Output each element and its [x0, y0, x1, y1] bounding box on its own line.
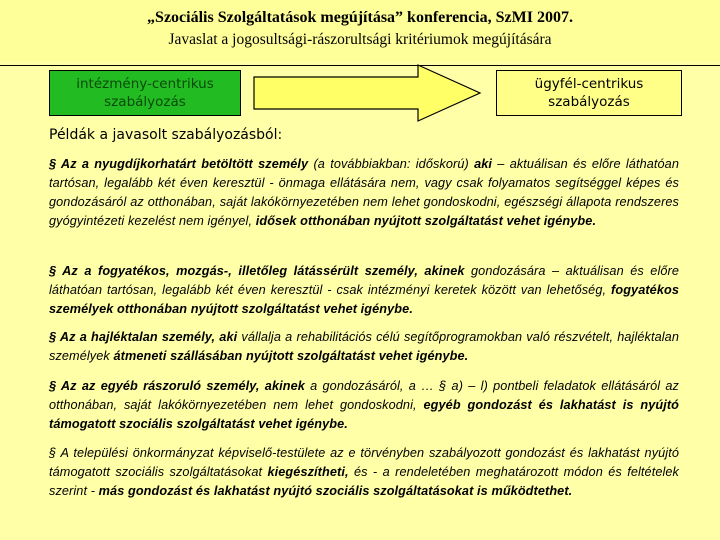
page-title: „Szociális Szolgáltatások megújítása” konferencia, SzMI 2007.: [147, 9, 573, 26]
examples-title: Példák a javasolt szabályozásból:: [49, 127, 283, 143]
institution-centric-label-2: szabályozás: [104, 94, 186, 110]
page-subtitle: Javaslat a jogosultsági-rászorultsági kritériumok megújítására: [168, 31, 552, 48]
example-paragraph-homeless: § Az a hajléktalan személy, aki vállalja a rehabilitációs célú segítőprogramokban való részvételt, hajléktalan személyek átmeneti szállásában nyújtott szolgáltatást vehet igénybe.: [49, 330, 679, 363]
example-paragraph-municipality: § A települési önkormányzat képviselő-testülete az e törvényben szabályozott gondozást és lakhatást nyújtó támogatott szociális szolgáltatásokat kiegészítheti, és - a rendeletében meghatározott módon és feltételek szerint - más gondozást és lakhatást nyújtó szociális szolgáltatásokat is működtethet.: [49, 446, 680, 498]
header-band: [0, 0, 720, 62]
client-centric-label-1: ügyfél-centrikus: [534, 76, 644, 92]
client-centric-box: [496, 70, 682, 116]
institution-centric-label-1: intézmény-centrikus: [76, 76, 214, 92]
example-paragraph-other-needy: § Az az egyéb rászoruló személy, akinek a gondozásáról, a … § a) – l) pontbeli feladatok ellátásáról az otthonában, saját lakókörnyezetében nem lehet gondoskodni, egyéb gondozást és lakhatást is nyújtó támogatott szociális szolgáltatást vehet igénybe.: [49, 379, 680, 431]
client-centric-label-2: szabályozás: [548, 94, 630, 110]
institution-centric-box: [49, 70, 241, 116]
example-paragraph-elderly: § Az a nyugdíjkorhatárt betöltött személy (a továbbiakban: időskorú) aki – aktuálisan és előre láthatóan tartósan, legalább két éven keresztül - önmaga ellátására nem, vagy csak folyamatos segítséggel képes és gondozásáról az otthonában, saját lakókörnyezetében nem lehet gondoskodni, egészségi állapota rendszeres gyógyintézeti kezelést nem igényel, idősek otthonában nyújtott szolgáltatást vehet igénybe.: [49, 157, 679, 228]
right-arrow-icon: [252, 63, 484, 123]
example-paragraph-disabled: § Az a fogyatékos, mozgás-, illetőleg látássérült személy, akinek gondozására – aktuálisan és előre láthatóan tartósan, legalább két éven keresztül - csak intézményi keretek között van lehetőség, fogyatékos személyek otthonában nyújtott szolgáltatást vehet igénybe.: [49, 264, 679, 316]
